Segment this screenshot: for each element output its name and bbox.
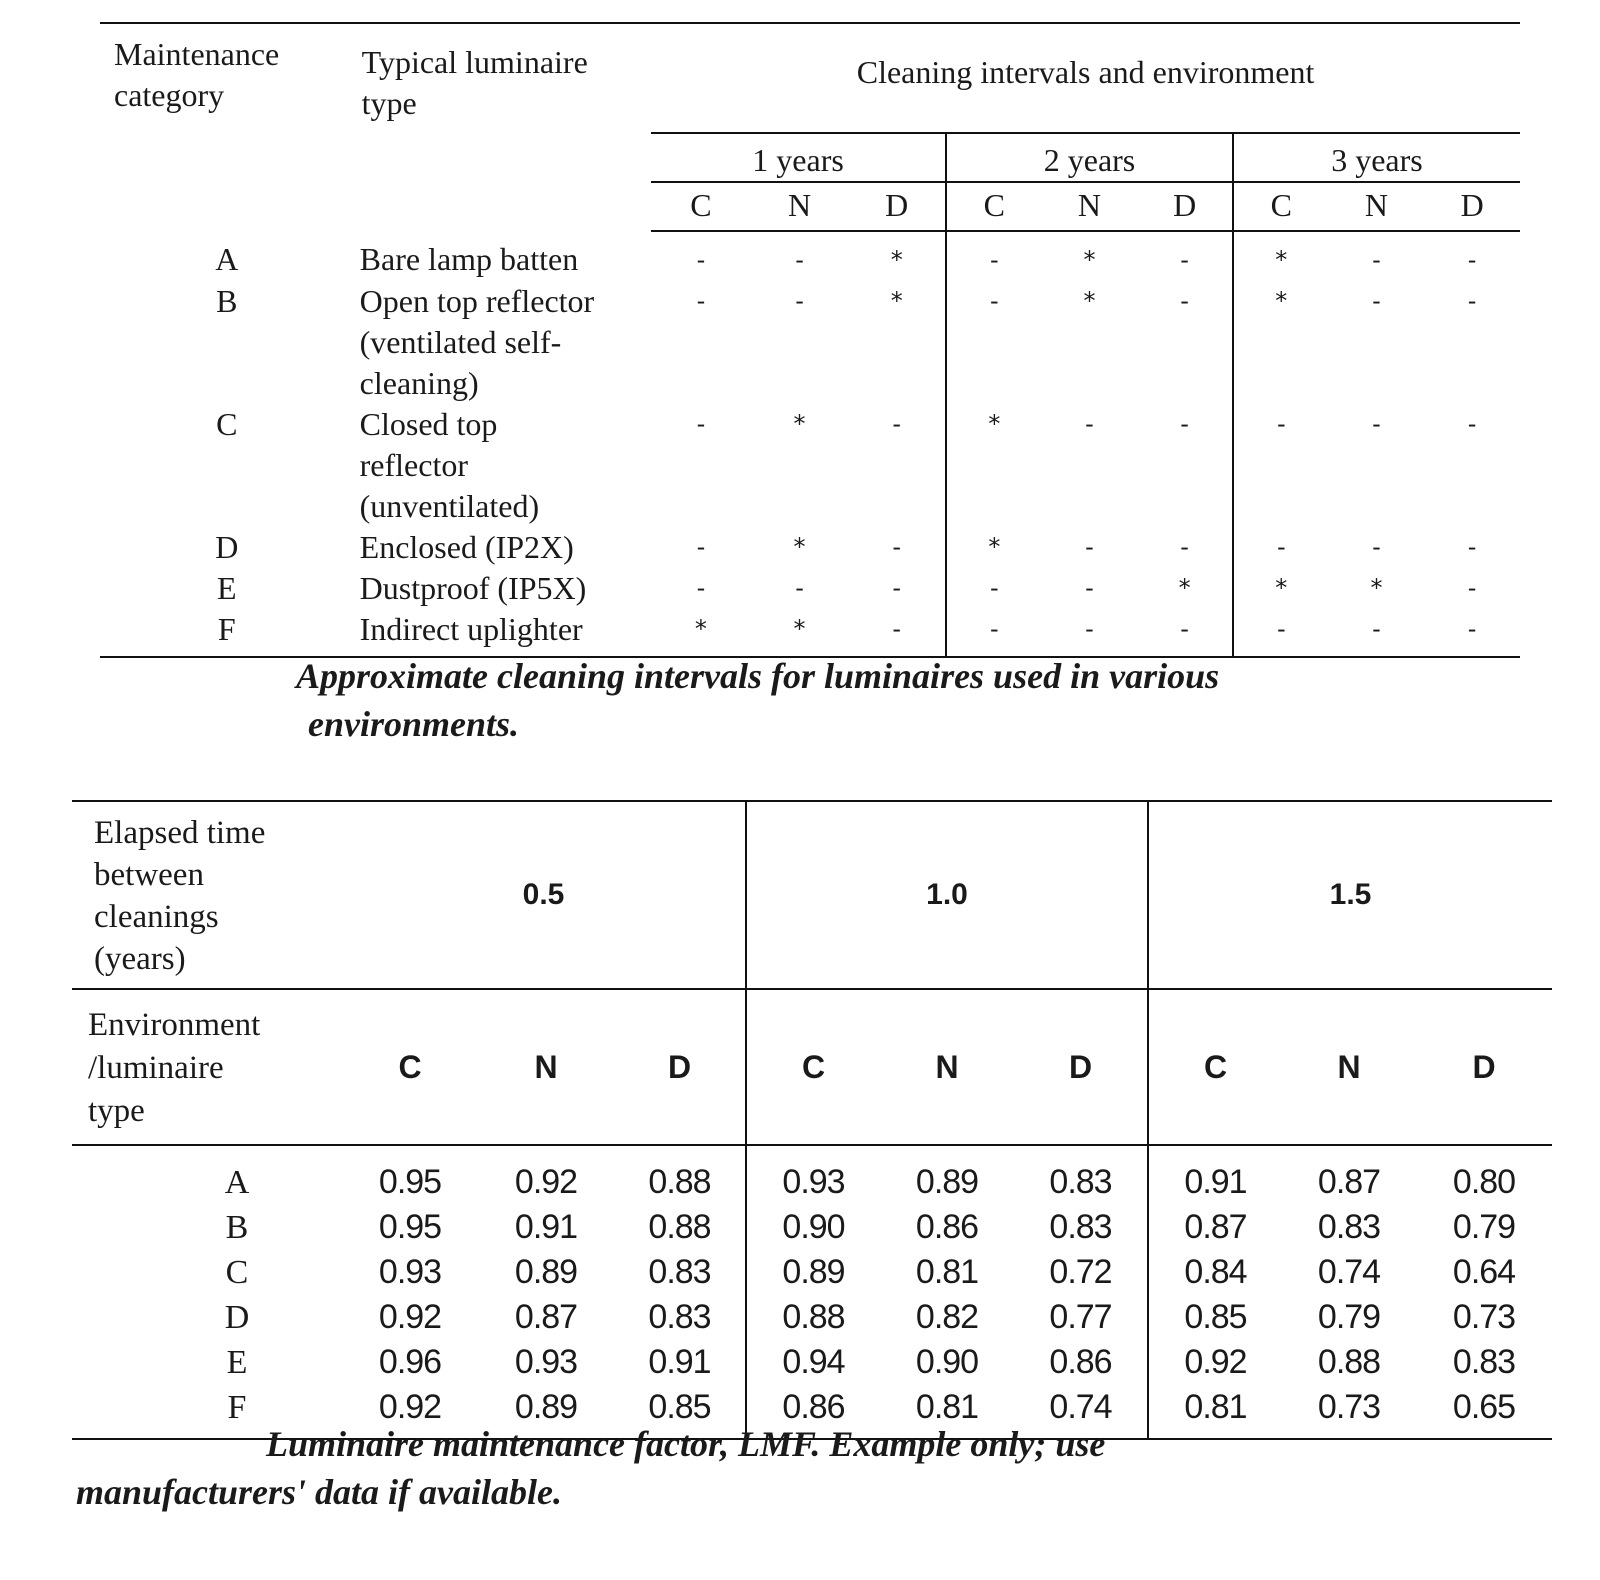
lmf-value: 0.92: [514, 1163, 578, 1201]
luminaire-type-cell: Enclosed (IP2X): [359, 529, 574, 565]
interval-mark: -: [696, 410, 706, 438]
lmf-value: 0.90: [915, 1343, 979, 1381]
interval-mark: *: [1178, 574, 1191, 602]
interval-mark: -: [1137, 609, 1233, 657]
interval-mark: *: [651, 609, 751, 657]
luminaire-type-cell: (unventilated): [359, 488, 540, 524]
interval-mark: [651, 445, 751, 486]
table-row: [100, 231, 1520, 281]
interval-mark: [1424, 445, 1520, 486]
interval-mark: -: [892, 574, 902, 602]
luminaire-type-cell: Bare lamp batten: [359, 241, 579, 277]
lmf-value: 0.79: [1452, 1208, 1516, 1246]
lmf-value: 0.92: [342, 1385, 478, 1439]
interval-mark: [946, 322, 1042, 363]
lmf-value: 0.72: [1049, 1253, 1112, 1291]
category-cell: [100, 363, 354, 404]
interval-mark: [651, 486, 751, 527]
maintenance-category-header: Maintenance category: [100, 23, 354, 231]
year-header: 3 years: [1233, 133, 1520, 182]
category-cell: F: [72, 1385, 342, 1439]
env-code-header: D: [614, 989, 746, 1145]
category-cell: F: [100, 609, 354, 657]
interval-mark: [1329, 322, 1425, 363]
lmf-value: 0.74: [1317, 1253, 1381, 1291]
lmf-value: 0.93: [378, 1253, 442, 1291]
interval-mark: *: [1083, 287, 1096, 315]
interval-mark: [1233, 445, 1329, 486]
interval-mark: *: [1233, 281, 1329, 322]
interval-mark: [1233, 486, 1329, 527]
lmf-value: 0.84: [1148, 1250, 1282, 1295]
interval-mark: -: [1467, 287, 1477, 315]
environment-luminaire-label: Environment /luminaire type: [72, 989, 342, 1145]
interval-mark: [946, 363, 1042, 404]
lmf-value: 0.88: [648, 1208, 711, 1246]
interval-mark: [1042, 322, 1138, 363]
interval-mark: [751, 486, 849, 527]
interval-mark: [1424, 322, 1520, 363]
interval-mark: -: [946, 568, 1042, 609]
lmf-value: 0.92: [378, 1298, 442, 1336]
interval-mark: -: [946, 609, 1042, 657]
category-cell: D: [215, 529, 239, 565]
interval-mark: -: [1372, 246, 1381, 274]
interval-mark: *: [793, 410, 806, 438]
interval-mark: [1329, 363, 1425, 404]
lmf-value: 0.64: [1452, 1253, 1516, 1291]
interval-mark: -: [1329, 609, 1425, 657]
lmf-value: 0.88: [746, 1295, 880, 1340]
lmf-value: 0.87: [1317, 1163, 1381, 1201]
interval-mark: -: [795, 574, 804, 602]
interval-mark: [751, 445, 849, 486]
category-cell: A: [224, 1163, 250, 1201]
interval-mark: [1233, 322, 1329, 363]
category-cell: C: [225, 1253, 249, 1291]
lmf-value: 0.83: [1049, 1163, 1112, 1201]
env-code-header: C: [342, 989, 478, 1145]
interval-mark: [1424, 486, 1520, 527]
luminaire-type-cell: Indirect uplighter: [354, 609, 651, 657]
interval-mark: -: [1467, 246, 1477, 274]
lmf-value: 0.83: [1317, 1208, 1381, 1246]
lmf-table-caption: Luminaire maintenance factor, LMF. Example only; use manufacturers' data if available.: [76, 1424, 1106, 1512]
interval-mark: [1042, 486, 1138, 527]
interval-mark: -: [1233, 609, 1329, 657]
lmf-value: 0.83: [1452, 1343, 1516, 1381]
lmf-value: 0.89: [915, 1163, 979, 1201]
cleaning-table-caption: Approximate cleaning intervals for luminaires used in various environments.: [296, 656, 1220, 744]
luminaire-type-cell: Open top reflector: [359, 283, 595, 319]
interval-mark: -: [696, 246, 706, 274]
table-row: [100, 445, 1520, 486]
category-cell: [100, 486, 354, 527]
lmf-value: 0.86: [746, 1385, 880, 1439]
interval-mark: *: [946, 527, 1042, 568]
category-cell: B: [225, 1208, 249, 1246]
interval-mark: [1137, 363, 1233, 404]
interval-mark: [1233, 363, 1329, 404]
lmf-value: 0.83: [1049, 1208, 1112, 1246]
luminaire-type-header: Typical luminaire type: [354, 23, 651, 231]
table-row: [72, 1145, 1552, 1205]
elapsed-value: 1.5: [1148, 801, 1552, 989]
lmf-table: [72, 800, 1552, 1440]
year-header: 1 years: [651, 133, 946, 182]
interval-mark: -: [892, 410, 902, 438]
lmf-value: 0.91: [1148, 1145, 1282, 1205]
interval-mark: [751, 363, 849, 404]
cleaning-intervals-table: [100, 22, 1520, 658]
lmf-value: 0.81: [1148, 1385, 1282, 1439]
table-row: [72, 1340, 1552, 1385]
interval-mark: -: [795, 287, 804, 315]
interval-mark: [751, 322, 849, 363]
interval-mark: -: [1085, 410, 1094, 438]
interval-mark: -: [946, 281, 1042, 322]
interval-mark: [1137, 486, 1233, 527]
interval-mark: -: [1372, 410, 1381, 438]
lmf-value: 0.86: [1049, 1343, 1112, 1381]
interval-mark: *: [1083, 246, 1096, 274]
table-row: [100, 527, 1520, 568]
luminaire-type-cell: (ventilated self-: [359, 324, 562, 360]
env-code-header: C: [946, 182, 1042, 231]
lmf-value: 0.96: [378, 1343, 442, 1381]
env-code-header: N: [1042, 182, 1138, 231]
interval-mark: -: [696, 287, 706, 315]
env-code-header: D: [1424, 182, 1520, 231]
interval-mark: -: [1467, 574, 1477, 602]
lmf-value: 0.93: [746, 1145, 880, 1205]
interval-mark: -: [1233, 527, 1329, 568]
interval-mark: -: [1180, 533, 1189, 561]
lmf-value: 0.89: [478, 1385, 614, 1439]
env-code-header: N: [1329, 182, 1425, 231]
lmf-value: 0.91: [514, 1208, 578, 1246]
lmf-value: 0.83: [648, 1298, 711, 1336]
lmf-value: 0.85: [1148, 1295, 1282, 1340]
interval-mark: [848, 486, 946, 527]
category-cell: E: [217, 570, 237, 606]
env-code-header: C: [1233, 182, 1329, 231]
interval-mark: [651, 322, 751, 363]
interval-mark: -: [1424, 609, 1520, 657]
table-row: [100, 281, 1520, 322]
lmf-value: 0.88: [648, 1163, 711, 1201]
env-code-header: D: [1416, 989, 1552, 1145]
interval-mark: [1329, 486, 1425, 527]
luminaire-type-cell: reflector: [359, 447, 468, 483]
interval-mark: [946, 445, 1042, 486]
lmf-value: 0.81: [915, 1253, 979, 1291]
category-cell: A: [215, 241, 239, 277]
table-row: [100, 322, 1520, 363]
interval-mark: *: [1370, 574, 1383, 602]
env-code-header: D: [1137, 182, 1233, 231]
interval-mark: -: [1180, 410, 1189, 438]
interval-mark: *: [751, 609, 849, 657]
interval-mark: [1137, 445, 1233, 486]
interval-mark: [848, 445, 946, 486]
table-row: [100, 609, 1520, 657]
interval-mark: [651, 363, 751, 404]
lmf-value: 0.79: [1317, 1298, 1381, 1336]
interval-mark: [1424, 363, 1520, 404]
interval-mark: [848, 322, 946, 363]
lmf-value: 0.87: [514, 1298, 578, 1336]
interval-mark: -: [1042, 609, 1138, 657]
interval-mark: [1137, 322, 1233, 363]
category-cell: E: [226, 1343, 248, 1381]
lmf-value: 0.87: [1148, 1205, 1282, 1250]
lmf-value: 0.73: [1282, 1385, 1416, 1439]
env-code-header: D: [1014, 989, 1148, 1145]
interval-mark: *: [1233, 568, 1329, 609]
lmf-value: 0.94: [746, 1340, 880, 1385]
lmf-value: 0.74: [1014, 1385, 1148, 1439]
interval-mark: -: [1180, 246, 1189, 274]
interval-mark: *: [1233, 231, 1329, 281]
interval-mark: *: [793, 533, 806, 561]
category-cell: C: [216, 406, 238, 442]
lmf-value: 0.77: [1049, 1298, 1112, 1336]
lmf-value: 0.81: [880, 1385, 1014, 1439]
interval-mark: [1329, 445, 1425, 486]
lmf-value: 0.93: [514, 1343, 578, 1381]
table-row: [72, 1295, 1552, 1340]
lmf-value: 0.85: [614, 1385, 746, 1439]
category-cell: B: [216, 283, 238, 319]
env-code-header: N: [1282, 989, 1416, 1145]
interval-mark: -: [848, 609, 946, 657]
lmf-value: 0.80: [1452, 1163, 1516, 1201]
category-cell: [100, 445, 354, 486]
lmf-value: 0.95: [378, 1208, 442, 1246]
env-code-header: N: [751, 182, 849, 231]
interval-mark: [848, 363, 946, 404]
interval-mark: [1042, 445, 1138, 486]
category-cell: D: [224, 1298, 250, 1336]
env-code-header: N: [478, 989, 614, 1145]
lmf-value: 0.89: [746, 1250, 880, 1295]
interval-mark: -: [696, 574, 706, 602]
table-row: [100, 486, 1520, 527]
lmf-value: 0.91: [648, 1343, 711, 1381]
interval-mark: -: [1467, 533, 1477, 561]
table-row: [100, 363, 1520, 404]
table-row: [72, 1250, 1552, 1295]
env-code-header: C: [651, 182, 751, 231]
interval-mark: [1042, 363, 1138, 404]
interval-mark: *: [946, 404, 1042, 445]
env-code-header: D: [848, 182, 946, 231]
year-header: 2 years: [946, 133, 1233, 182]
lmf-value: 0.86: [915, 1208, 979, 1246]
interval-mark: -: [1085, 574, 1094, 602]
lmf-value: 0.89: [514, 1253, 578, 1291]
luminaire-type-cell: cleaning): [359, 365, 479, 401]
lmf-value: 0.83: [648, 1253, 711, 1291]
elapsed-value: 0.5: [342, 801, 746, 989]
interval-mark: *: [890, 246, 903, 274]
elapsed-value: 1.0: [746, 801, 1148, 989]
lmf-value: 0.73: [1452, 1298, 1516, 1336]
interval-mark: -: [1180, 287, 1189, 315]
interval-mark: -: [892, 533, 902, 561]
lmf-value: 0.92: [1148, 1340, 1282, 1385]
interval-mark: -: [1372, 287, 1381, 315]
luminaire-type-cell: Dustproof (IP5X): [359, 570, 587, 606]
interval-mark: -: [1467, 410, 1477, 438]
table-row: [100, 568, 1520, 609]
lmf-value: 0.82: [915, 1298, 979, 1336]
lmf-value: 0.90: [746, 1205, 880, 1250]
cleaning-intervals-header: Cleaning intervals and environment: [651, 23, 1520, 133]
env-code-header: C: [1148, 989, 1282, 1145]
interval-mark: -: [696, 533, 706, 561]
lmf-value: 0.95: [378, 1163, 442, 1201]
interval-mark: -: [946, 231, 1042, 281]
interval-mark: *: [890, 287, 903, 315]
elapsed-time-label: Elapsed time between cleanings (years): [72, 801, 342, 989]
interval-mark: -: [795, 246, 804, 274]
lmf-value: 0.65: [1416, 1385, 1552, 1439]
env-code-header: C: [746, 989, 880, 1145]
interval-mark: -: [1085, 533, 1094, 561]
table-row: [100, 404, 1520, 445]
interval-mark: -: [1233, 404, 1329, 445]
table-row: [72, 1205, 1552, 1250]
category-cell: [100, 322, 354, 363]
env-code-header: N: [880, 989, 1014, 1145]
interval-mark: [946, 486, 1042, 527]
lmf-value: 0.88: [1317, 1343, 1381, 1381]
luminaire-type-cell: Closed top: [359, 406, 498, 442]
interval-mark: -: [1372, 533, 1381, 561]
